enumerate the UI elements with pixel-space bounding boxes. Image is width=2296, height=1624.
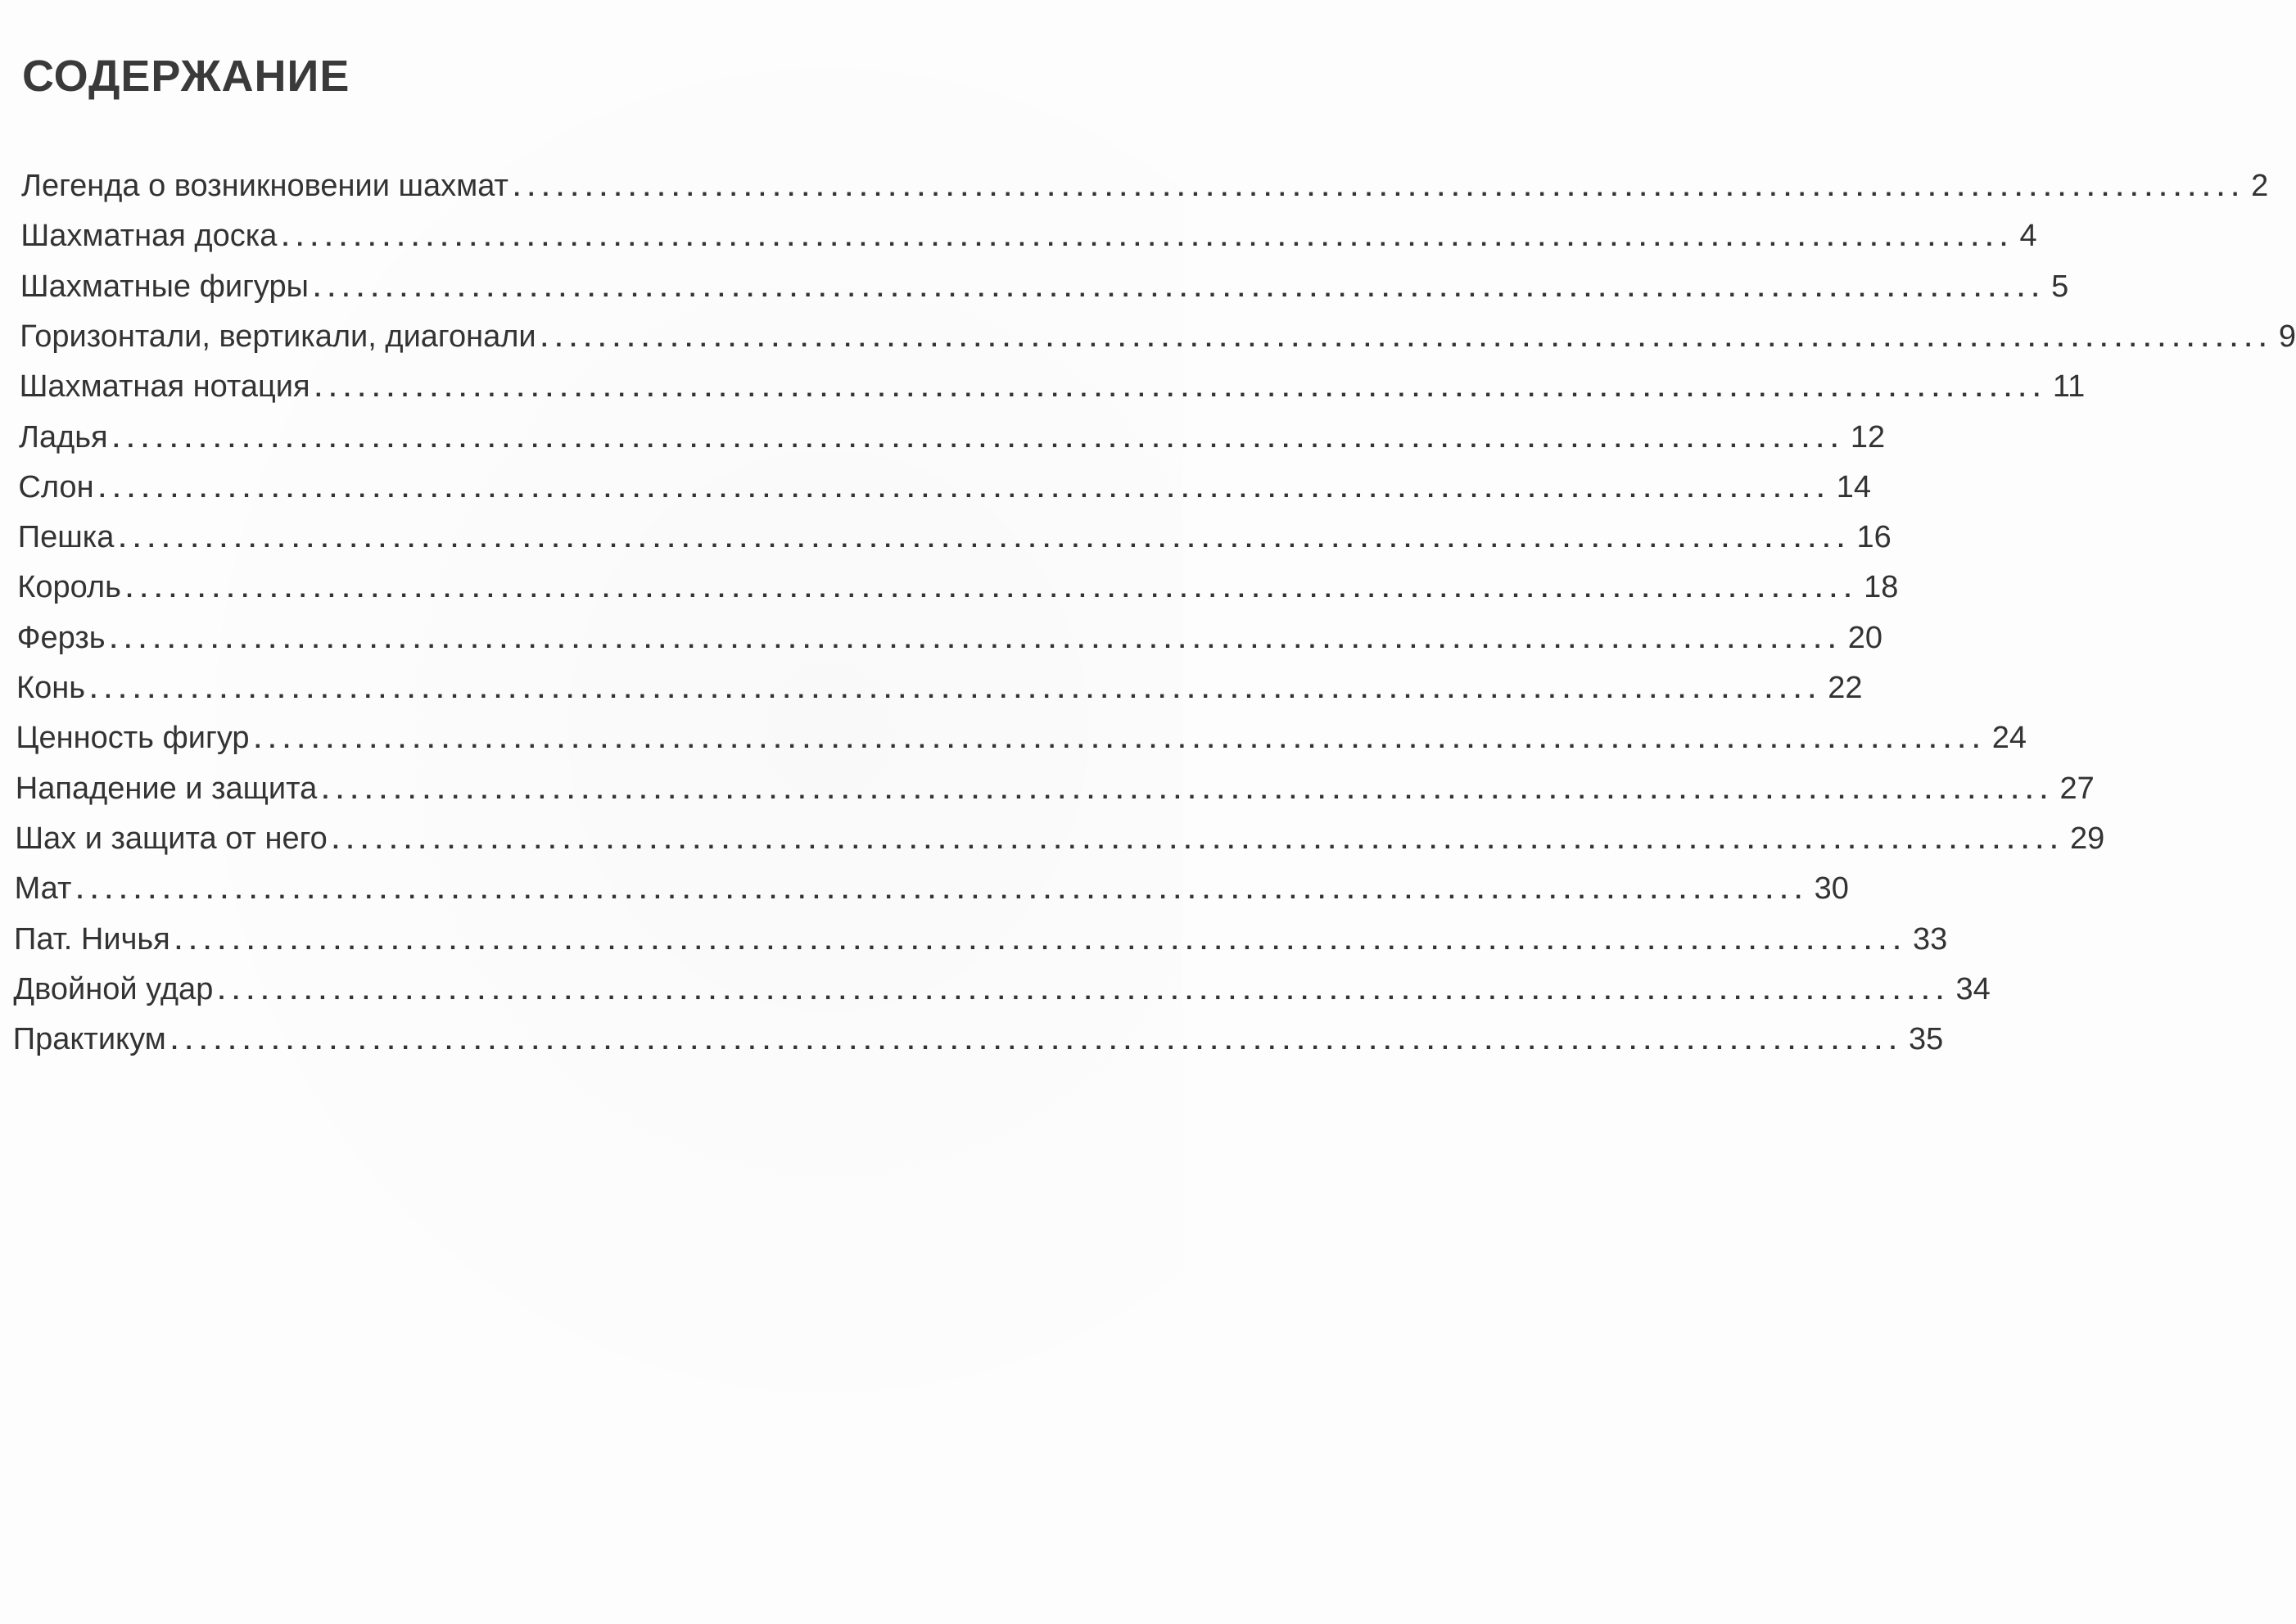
toc-leader-dots: ........................................................................................................................ — [218, 977, 1951, 1005]
toc-entry-page-number: 24 — [1991, 721, 2027, 756]
toc-entry-page-number: 2 — [2251, 169, 2269, 203]
toc-entry-page-number: 12 — [1850, 419, 1886, 455]
toc-entry — [15, 768, 2095, 809]
toc-entry-page-number: 18 — [1864, 570, 1899, 605]
toc-entry-label: Пат. Ничья — [14, 921, 170, 957]
toc-leader-dots: ........................................................................................................................ — [112, 425, 1846, 453]
toc-leader-dots: ........................................................................................................................ — [513, 174, 2247, 201]
toc-entry-page-number: 4 — [2019, 219, 2037, 254]
toc-entry-page-number: 29 — [2069, 821, 2105, 856]
toc-leader-dots: ........................................................................................................................ — [322, 776, 2055, 804]
page-title: СОДЕРЖАНИЕ — [22, 52, 350, 101]
toc-entry-label: Ладья — [19, 419, 108, 455]
toc-entry-page-number: 27 — [2059, 771, 2095, 806]
toc-entry-label: Слон — [18, 469, 94, 504]
toc-leader-dots: ........................................................................................................................ — [110, 626, 1843, 654]
toc-leader-dots: ........................................................................................................................ — [98, 475, 1832, 503]
toc-entry-label: Практикум — [12, 1022, 166, 1057]
toc-entry — [18, 467, 1872, 508]
toc-entry-page-number: 34 — [1955, 971, 1991, 1007]
toc-entry-label: Король — [17, 570, 121, 605]
toc-entry-page-number: 22 — [1828, 671, 1863, 705]
toc-entry — [16, 667, 1863, 708]
toc-leader-dots: ........................................................................................................................ — [282, 224, 2015, 252]
toc-entry — [12, 1019, 1944, 1060]
toc-leader-dots: ........................................................................................................................ — [119, 526, 1852, 554]
toc-leader-dots: ........................................................................................................................ — [314, 375, 2048, 403]
toc-entry-page-number: 14 — [1836, 469, 1872, 504]
toc-entry — [20, 316, 2296, 357]
toc-leader-dots: ........................................................................................................................ — [90, 676, 1824, 703]
toc-leader-dots: ........................................................................................................................ — [254, 726, 1987, 754]
toc-entry-label: Двойной удар — [13, 971, 214, 1007]
toc-entry-label: Горизонтали, вертикали, диагонали — [20, 319, 536, 354]
toc-entry — [20, 215, 2037, 256]
toc-entry — [17, 567, 1899, 608]
toc-entry — [14, 868, 1849, 909]
toc-entry-label: Ценность фигур — [16, 721, 250, 756]
toc-entry-page-number: 9 — [2278, 319, 2296, 354]
toc-leader-dots: ........................................................................................................................ — [170, 1028, 1905, 1056]
toc-entry-label: Шахматная доска — [20, 219, 278, 254]
toc-entry — [15, 818, 2105, 859]
toc-entry-label: Ферзь — [16, 620, 106, 655]
toc-entry — [16, 617, 1883, 658]
toc-entry-label: Шахматные фигуры — [20, 269, 309, 304]
toc-entry-label: Пешка — [17, 520, 115, 555]
toc-entry-label: Нападение и защита — [15, 771, 318, 806]
toc-entry-page-number: 30 — [1814, 871, 1849, 907]
toc-entry — [21, 165, 2269, 206]
toc-entry — [17, 517, 1891, 558]
toc-entry-page-number: 16 — [1856, 520, 1891, 555]
toc-entry-page-number: 33 — [1912, 921, 1948, 957]
toc-entry-page-number: 5 — [2051, 269, 2069, 304]
toc-leader-dots: ........................................................................................................................ — [313, 274, 2047, 302]
toc-entry-label: Легенда о возникновении шахмат — [21, 169, 508, 203]
toc-entry — [16, 717, 2027, 758]
toc-entry-label: Шахматная нотация — [19, 369, 310, 405]
toc-entry — [13, 969, 1991, 1010]
toc-entry-label: Мат — [14, 871, 72, 907]
toc-leader-dots: ........................................................................................................................ — [125, 576, 1860, 604]
toc-entry-page-number: 20 — [1847, 620, 1883, 655]
toc-leader-dots: ........................................................................................................................ — [76, 877, 1810, 905]
toc-entry — [19, 366, 2086, 407]
toc-entry-label: Конь — [16, 671, 86, 705]
toc-leader-dots: ........................................................................................................................ — [174, 927, 1908, 955]
toc-entry — [19, 417, 1886, 458]
toc-entry-page-number: 35 — [1909, 1022, 1944, 1057]
toc-entry-page-number: 11 — [2052, 369, 2086, 405]
toc-leader-dots: ........................................................................................................................ — [332, 826, 2065, 854]
toc-entry-label: Шах и защита от него — [15, 821, 328, 856]
toc-entry — [14, 919, 1948, 960]
toc-leader-dots: ........................................................................................................................ — [540, 324, 2274, 352]
toc-entry — [20, 266, 2069, 307]
